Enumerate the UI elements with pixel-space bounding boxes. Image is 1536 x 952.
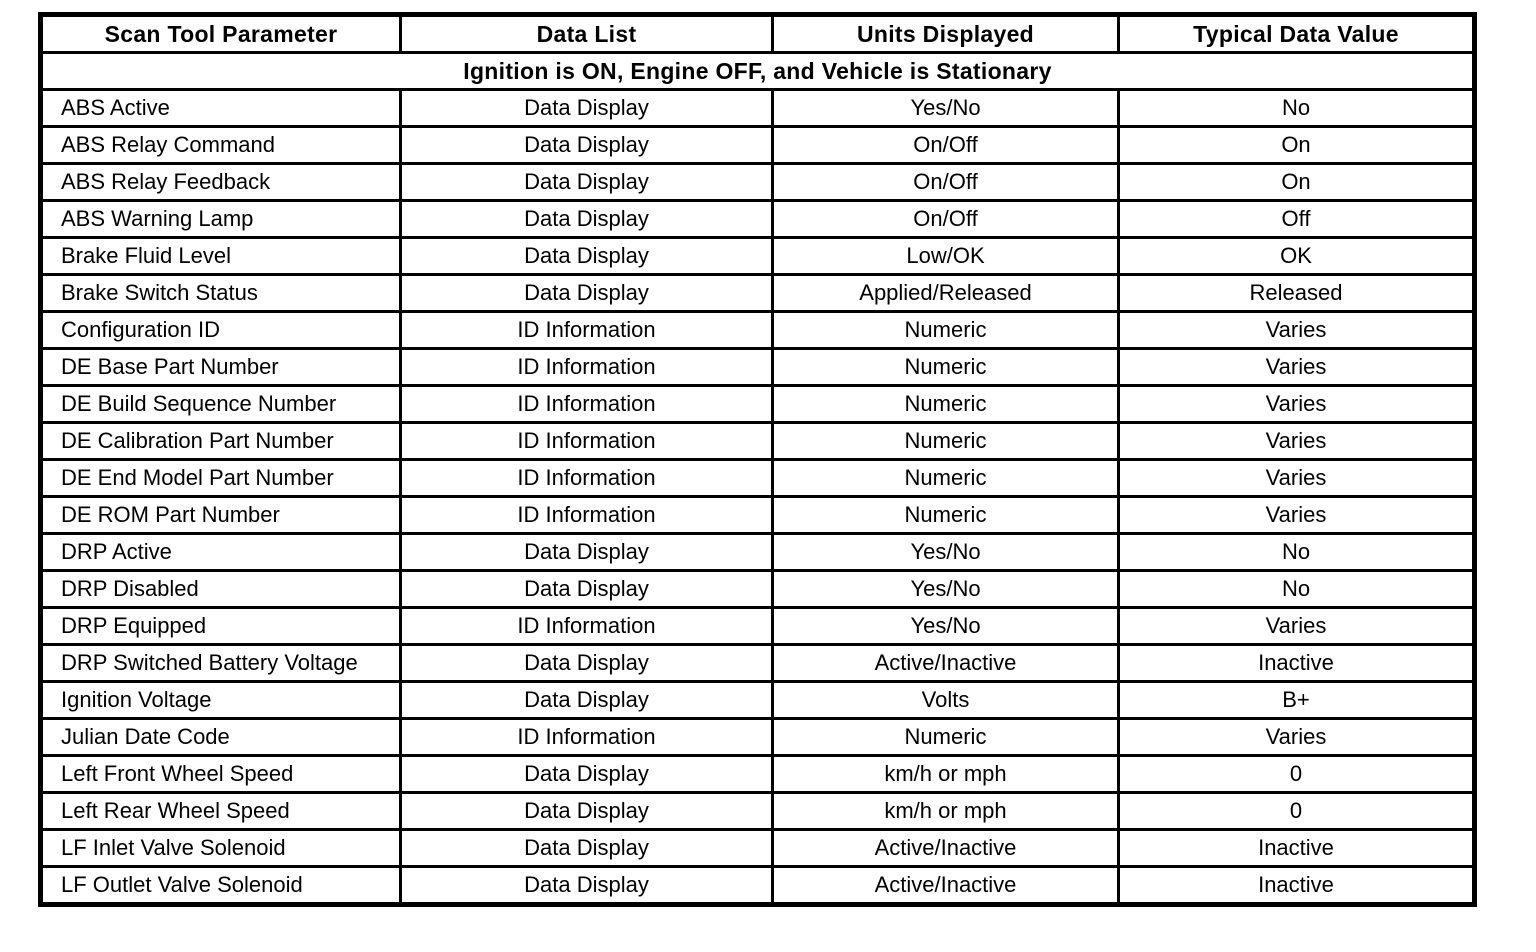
typical-value-cell: Varies <box>1119 719 1475 756</box>
data-list-cell: ID Information <box>401 423 773 460</box>
units-cell: Active/Inactive <box>773 830 1119 867</box>
typical-value-cell: Varies <box>1119 608 1475 645</box>
param-cell: Julian Date Code <box>41 719 401 756</box>
data-list-cell: Data Display <box>401 90 773 127</box>
data-list-cell: Data Display <box>401 830 773 867</box>
units-cell: Yes/No <box>773 90 1119 127</box>
data-list-cell: ID Information <box>401 608 773 645</box>
table-row <box>41 867 1475 905</box>
param-cell: ABS Active <box>41 90 401 127</box>
table-row <box>41 90 1475 127</box>
typical-value-cell: Varies <box>1119 423 1475 460</box>
typical-value-cell: Varies <box>1119 349 1475 386</box>
typical-value-cell: On <box>1119 164 1475 201</box>
data-list-cell: ID Information <box>401 719 773 756</box>
units-cell: Numeric <box>773 312 1119 349</box>
data-list-cell: ID Information <box>401 497 773 534</box>
units-cell: Yes/No <box>773 571 1119 608</box>
param-cell: DE End Model Part Number <box>41 460 401 497</box>
units-cell: Numeric <box>773 460 1119 497</box>
param-cell: Left Rear Wheel Speed <box>41 793 401 830</box>
data-list-cell: Data Display <box>401 756 773 793</box>
typical-value-cell: Off <box>1119 201 1475 238</box>
table-row <box>41 312 1475 349</box>
units-cell: Low/OK <box>773 238 1119 275</box>
table-body <box>41 90 1475 905</box>
section-header-row <box>41 53 1475 90</box>
table-row <box>41 719 1475 756</box>
typical-value-cell: Inactive <box>1119 645 1475 682</box>
col-header-typical-data-value: Typical Data Value <box>1119 15 1475 53</box>
data-list-cell: ID Information <box>401 460 773 497</box>
table-row <box>41 534 1475 571</box>
section-header: Ignition is ON, Engine OFF, and Vehicle is Stationary <box>41 53 1475 90</box>
typical-value-cell: 0 <box>1119 793 1475 830</box>
typical-value-cell: On <box>1119 127 1475 164</box>
param-cell: DRP Equipped <box>41 608 401 645</box>
param-cell: DE Base Part Number <box>41 349 401 386</box>
table-row <box>41 645 1475 682</box>
col-header-scan-tool-parameter: Scan Tool Parameter <box>41 15 401 53</box>
typical-value-cell: No <box>1119 534 1475 571</box>
typical-value-cell: Inactive <box>1119 830 1475 867</box>
param-cell: Brake Switch Status <box>41 275 401 312</box>
table-row <box>41 460 1475 497</box>
param-cell: DE Build Sequence Number <box>41 386 401 423</box>
typical-value-cell: Varies <box>1119 312 1475 349</box>
param-cell: DRP Disabled <box>41 571 401 608</box>
data-list-cell: Data Display <box>401 275 773 312</box>
table-row <box>41 386 1475 423</box>
typical-value-cell: Varies <box>1119 386 1475 423</box>
units-cell: On/Off <box>773 201 1119 238</box>
param-cell: DRP Switched Battery Voltage <box>41 645 401 682</box>
param-cell: Left Front Wheel Speed <box>41 756 401 793</box>
param-cell: ABS Warning Lamp <box>41 201 401 238</box>
param-cell: DE Calibration Part Number <box>41 423 401 460</box>
typical-value-cell: 0 <box>1119 756 1475 793</box>
units-cell: km/h or mph <box>773 793 1119 830</box>
data-list-cell: Data Display <box>401 238 773 275</box>
table-row <box>41 793 1475 830</box>
typical-value-cell: Inactive <box>1119 867 1475 905</box>
col-header-data-list: Data List <box>401 15 773 53</box>
col-header-units-displayed: Units Displayed <box>773 15 1119 53</box>
typical-value-cell: Varies <box>1119 497 1475 534</box>
param-cell: LF Inlet Valve Solenoid <box>41 830 401 867</box>
param-cell: Ignition Voltage <box>41 682 401 719</box>
units-cell: On/Off <box>773 164 1119 201</box>
table-row <box>41 756 1475 793</box>
units-cell: Numeric <box>773 497 1119 534</box>
typical-value-cell: Varies <box>1119 460 1475 497</box>
param-cell: Configuration ID <box>41 312 401 349</box>
data-list-cell: Data Display <box>401 127 773 164</box>
typical-value-cell: No <box>1119 571 1475 608</box>
units-cell: Numeric <box>773 423 1119 460</box>
table-row <box>41 608 1475 645</box>
table-row <box>41 830 1475 867</box>
table-row <box>41 238 1475 275</box>
table-row <box>41 127 1475 164</box>
param-cell: ABS Relay Feedback <box>41 164 401 201</box>
table-row <box>41 275 1475 312</box>
data-list-cell: Data Display <box>401 682 773 719</box>
units-cell: On/Off <box>773 127 1119 164</box>
units-cell: Applied/Released <box>773 275 1119 312</box>
data-list-cell: Data Display <box>401 645 773 682</box>
param-cell: LF Outlet Valve Solenoid <box>41 867 401 905</box>
data-list-cell: Data Display <box>401 867 773 905</box>
param-cell: Brake Fluid Level <box>41 238 401 275</box>
scan-tool-parameter-table <box>38 12 1477 907</box>
param-cell: DE ROM Part Number <box>41 497 401 534</box>
table-row <box>41 164 1475 201</box>
units-cell: Active/Inactive <box>773 867 1119 905</box>
param-cell: DRP Active <box>41 534 401 571</box>
data-list-cell: ID Information <box>401 386 773 423</box>
data-list-cell: ID Information <box>401 349 773 386</box>
data-list-cell: Data Display <box>401 201 773 238</box>
data-list-cell: ID Information <box>401 312 773 349</box>
table-row <box>41 201 1475 238</box>
units-cell: Active/Inactive <box>773 645 1119 682</box>
units-cell: Yes/No <box>773 608 1119 645</box>
units-cell: Numeric <box>773 349 1119 386</box>
data-list-cell: Data Display <box>401 571 773 608</box>
typical-value-cell: No <box>1119 90 1475 127</box>
data-list-cell: Data Display <box>401 793 773 830</box>
units-cell: Numeric <box>773 719 1119 756</box>
table-row <box>41 571 1475 608</box>
units-cell: Volts <box>773 682 1119 719</box>
units-cell: Numeric <box>773 386 1119 423</box>
data-list-cell: Data Display <box>401 164 773 201</box>
table-row <box>41 497 1475 534</box>
param-cell: ABS Relay Command <box>41 127 401 164</box>
table-row <box>41 349 1475 386</box>
header-row <box>41 15 1475 53</box>
typical-value-cell: B+ <box>1119 682 1475 719</box>
data-list-cell: Data Display <box>401 534 773 571</box>
units-cell: Yes/No <box>773 534 1119 571</box>
table-row <box>41 423 1475 460</box>
typical-value-cell: Released <box>1119 275 1475 312</box>
table-row <box>41 682 1475 719</box>
units-cell: km/h or mph <box>773 756 1119 793</box>
typical-value-cell: OK <box>1119 238 1475 275</box>
